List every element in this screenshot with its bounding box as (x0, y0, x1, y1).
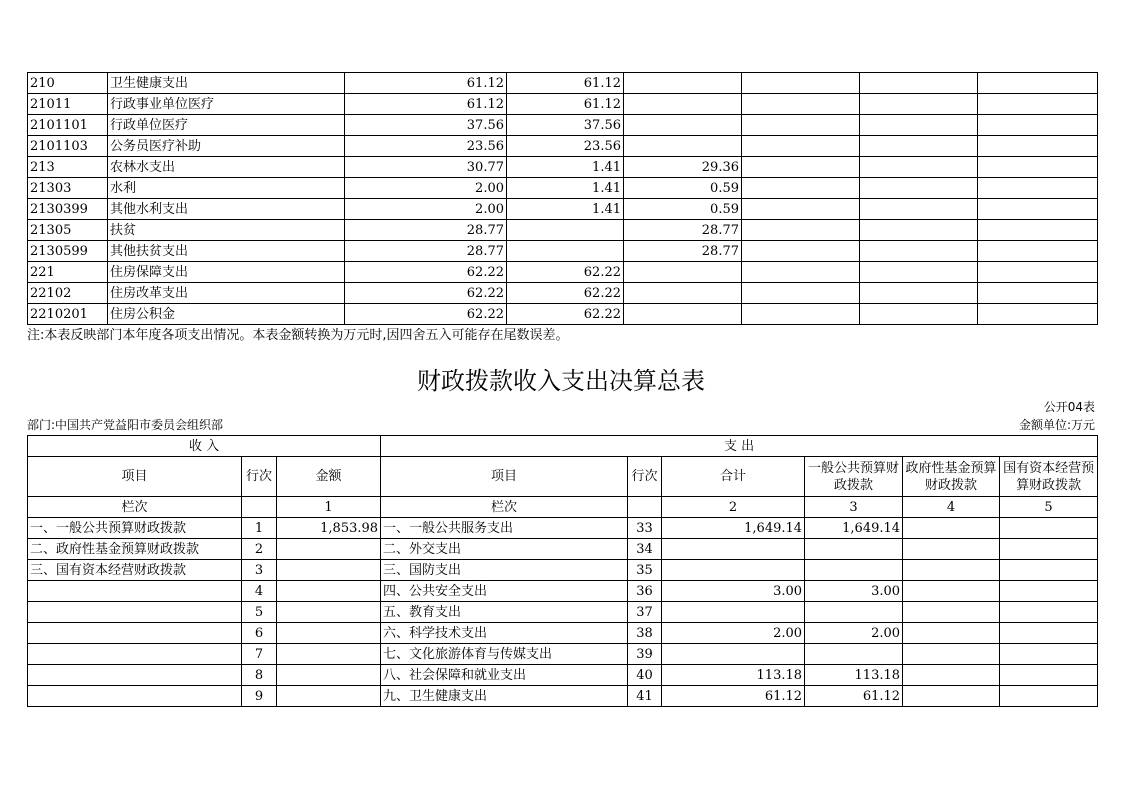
subject-code: 21305 (28, 220, 108, 241)
empty-cell (742, 178, 860, 199)
income-row-number: 6 (242, 623, 277, 644)
expense-general-budget: 3.00 (805, 581, 903, 602)
subject-code: 2101101 (28, 115, 108, 136)
expense-total (662, 560, 805, 581)
empty-cell (978, 241, 1098, 262)
expense-item: 七、文化旅游体育与传媒支出 (381, 644, 628, 665)
subject-name: 农林水支出 (108, 157, 345, 178)
expense-total: 1,649.14 (662, 518, 805, 539)
expense-gov-fund (903, 539, 1000, 560)
column-index-label-2: 栏次 (381, 497, 628, 518)
basic-expense (507, 220, 624, 241)
total-amount: 2.00 (345, 178, 507, 199)
empty-cell (978, 94, 1098, 115)
subject-name: 其他扶贫支出 (108, 241, 345, 262)
expense-gov-fund (903, 686, 1000, 707)
column-index-blank (242, 497, 277, 518)
income-row-number: 3 (242, 560, 277, 581)
total-amount: 2.00 (345, 199, 507, 220)
total-amount: 28.77 (345, 220, 507, 241)
empty-cell (860, 94, 978, 115)
fiscal-appropriation-summary-table (27, 435, 1098, 707)
expense-gov-fund (903, 623, 1000, 644)
empty-cell (742, 220, 860, 241)
expense-item: 四、公共安全支出 (381, 581, 628, 602)
subject-code: 2210201 (28, 304, 108, 325)
empty-cell (742, 262, 860, 283)
subject-name: 行政单位医疗 (108, 115, 345, 136)
income-amount (277, 644, 381, 665)
project-expense (624, 262, 742, 283)
expense-state-capital (1000, 602, 1098, 623)
income-amount (277, 581, 381, 602)
income-amount (277, 686, 381, 707)
page-title: 财政拨款收入支出决算总表 (417, 367, 705, 395)
expense-row-number: 36 (628, 581, 662, 602)
total-amount: 37.56 (345, 115, 507, 136)
income-amount (277, 623, 381, 644)
expense-state-capital (1000, 539, 1098, 560)
project-expense: 28.77 (624, 241, 742, 262)
project-expense: 29.36 (624, 157, 742, 178)
expense-general-budget: 2.00 (805, 623, 903, 644)
basic-expense: 61.12 (507, 94, 624, 115)
income-row-number: 7 (242, 644, 277, 665)
col-expense-item: 项目 (381, 457, 628, 497)
expense-row-number: 38 (628, 623, 662, 644)
col-general-budget: 一般公共预算财政拨款 (805, 457, 903, 497)
expense-general-budget (805, 560, 903, 581)
subject-code: 2130599 (28, 241, 108, 262)
empty-cell (860, 178, 978, 199)
income-row-number: 2 (242, 539, 277, 560)
expense-gov-fund (903, 665, 1000, 686)
col-income-row: 行次 (242, 457, 277, 497)
table-row (28, 241, 1098, 262)
expense-general-budget (805, 644, 903, 665)
income-item (28, 623, 242, 644)
empty-cell (978, 262, 1098, 283)
empty-cell (742, 283, 860, 304)
income-item (28, 644, 242, 665)
table-row (28, 560, 1098, 581)
subject-name: 其他水利支出 (108, 199, 345, 220)
total-amount: 62.22 (345, 283, 507, 304)
project-expense (624, 283, 742, 304)
empty-cell (860, 304, 978, 325)
table-row (28, 73, 1098, 94)
income-item (28, 665, 242, 686)
income-item: 一、一般公共预算财政拨款 (28, 518, 242, 539)
expense-item: 八、社会保障和就业支出 (381, 665, 628, 686)
income-amount (277, 539, 381, 560)
expense-total: 61.12 (662, 686, 805, 707)
table-row (28, 602, 1098, 623)
project-expense: 0.59 (624, 178, 742, 199)
column-index-4: 4 (903, 497, 1000, 518)
table-row (28, 94, 1098, 115)
basic-expense (507, 241, 624, 262)
empty-cell (742, 304, 860, 325)
amount-unit-label: 金额单位:万元 (1018, 418, 1095, 432)
expense-total (662, 539, 805, 560)
subject-name: 扶贫 (108, 220, 345, 241)
income-row-number: 4 (242, 581, 277, 602)
column-index-label: 栏次 (28, 497, 242, 518)
subject-code: 2101103 (28, 136, 108, 157)
table-row (28, 304, 1098, 325)
empty-cell (742, 94, 860, 115)
empty-cell (978, 304, 1098, 325)
expense-state-capital (1000, 560, 1098, 581)
table-row (28, 136, 1098, 157)
project-expense: 28.77 (624, 220, 742, 241)
expense-state-capital (1000, 518, 1098, 539)
col-state-capital: 国有资本经营预算财政拨款 (1000, 457, 1098, 497)
table-row (28, 157, 1098, 178)
expense-item: 五、教育支出 (381, 602, 628, 623)
empty-cell (860, 199, 978, 220)
subject-code: 21303 (28, 178, 108, 199)
income-row-number: 5 (242, 602, 277, 623)
expense-total: 2.00 (662, 623, 805, 644)
subject-name: 行政事业单位医疗 (108, 94, 345, 115)
table-row (28, 644, 1098, 665)
total-amount: 62.22 (345, 304, 507, 325)
income-amount (277, 560, 381, 581)
income-item (28, 686, 242, 707)
income-row-number: 1 (242, 518, 277, 539)
basic-expense: 1.41 (507, 178, 624, 199)
income-item (28, 602, 242, 623)
expense-row-number: 37 (628, 602, 662, 623)
expenditure-detail-body (28, 73, 1098, 325)
empty-cell (742, 241, 860, 262)
expense-general-budget: 61.12 (805, 686, 903, 707)
total-amount: 28.77 (345, 241, 507, 262)
expense-gov-fund (903, 560, 1000, 581)
total-amount: 61.12 (345, 73, 507, 94)
empty-cell (978, 220, 1098, 241)
income-item: 二、政府性基金预算财政拨款 (28, 539, 242, 560)
subject-name: 卫生健康支出 (108, 73, 345, 94)
table-row (28, 262, 1098, 283)
basic-expense: 1.41 (507, 157, 624, 178)
col-income-item: 项目 (28, 457, 242, 497)
expense-row-number: 41 (628, 686, 662, 707)
total-amount: 61.12 (345, 94, 507, 115)
expense-general-budget: 1,649.14 (805, 518, 903, 539)
empty-cell (860, 136, 978, 157)
expense-header: 支 出 (381, 436, 1098, 457)
basic-expense: 62.22 (507, 283, 624, 304)
project-expense (624, 94, 742, 115)
col-income-amount: 金额 (277, 457, 381, 497)
table-row (28, 581, 1098, 602)
basic-expense: 62.22 (507, 304, 624, 325)
basic-expense: 37.56 (507, 115, 624, 136)
total-amount: 62.22 (345, 262, 507, 283)
col-expense-total: 合计 (662, 457, 805, 497)
column-index-1: 1 (277, 497, 381, 518)
expense-general-budget (805, 602, 903, 623)
expense-state-capital (1000, 644, 1098, 665)
income-item: 三、国有资本经营财政拨款 (28, 560, 242, 581)
column-index-5: 5 (1000, 497, 1098, 518)
expense-total: 113.18 (662, 665, 805, 686)
expense-general-budget (805, 539, 903, 560)
subject-code: 221 (28, 262, 108, 283)
project-expense (624, 73, 742, 94)
empty-cell (978, 199, 1098, 220)
expense-gov-fund (903, 518, 1000, 539)
empty-cell (860, 241, 978, 262)
expense-total (662, 602, 805, 623)
income-row-number: 8 (242, 665, 277, 686)
table-row (28, 178, 1098, 199)
expense-total (662, 644, 805, 665)
table-row (28, 283, 1098, 304)
subject-name: 住房保障支出 (108, 262, 345, 283)
income-amount (277, 602, 381, 623)
table-row (28, 115, 1098, 136)
empty-cell (978, 115, 1098, 136)
empty-cell (742, 115, 860, 136)
expense-general-budget: 113.18 (805, 665, 903, 686)
project-expense (624, 304, 742, 325)
subject-name: 水利 (108, 178, 345, 199)
column-index-3: 3 (805, 497, 903, 518)
empty-cell (860, 220, 978, 241)
summary-table-body (28, 518, 1098, 707)
expense-total: 3.00 (662, 581, 805, 602)
expense-item: 二、外交支出 (381, 539, 628, 560)
expense-item: 九、卫生健康支出 (381, 686, 628, 707)
income-row-number: 9 (242, 686, 277, 707)
empty-cell (860, 157, 978, 178)
empty-cell (860, 115, 978, 136)
total-amount: 30.77 (345, 157, 507, 178)
table-row (28, 686, 1098, 707)
table-row (28, 665, 1098, 686)
subject-code: 2130399 (28, 199, 108, 220)
expense-row-number: 35 (628, 560, 662, 581)
subject-name: 公务员医疗补助 (108, 136, 345, 157)
expense-row-number: 33 (628, 518, 662, 539)
table-note: 注:本表反映部门本年度各项支出情况。本表金额转换为万元时,因四舍五入可能存在尾数误差。 (27, 328, 569, 343)
expense-gov-fund (903, 581, 1000, 602)
empty-cell (978, 157, 1098, 178)
total-amount: 23.56 (345, 136, 507, 157)
table-row (28, 518, 1098, 539)
expense-row-number: 39 (628, 644, 662, 665)
project-expense (624, 136, 742, 157)
empty-cell (860, 283, 978, 304)
table-row (28, 220, 1098, 241)
expense-row-number: 34 (628, 539, 662, 560)
basic-expense: 23.56 (507, 136, 624, 157)
expense-gov-fund (903, 602, 1000, 623)
department-label: 部门:中国共产党益阳市委员会组织部 (27, 418, 224, 432)
basic-expense: 62.22 (507, 262, 624, 283)
table-row (28, 199, 1098, 220)
income-item (28, 581, 242, 602)
expense-item: 一、一般公共服务支出 (381, 518, 628, 539)
empty-cell (860, 262, 978, 283)
table-row (28, 539, 1098, 560)
empty-cell (978, 73, 1098, 94)
project-expense: 0.59 (624, 199, 742, 220)
subject-name: 住房改革支出 (108, 283, 345, 304)
income-amount: 1,853.98 (277, 518, 381, 539)
col-expense-row: 行次 (628, 457, 662, 497)
empty-cell (742, 157, 860, 178)
income-header: 收 入 (28, 436, 381, 457)
col-gov-fund: 政府性基金预算财政拨款 (903, 457, 1000, 497)
expense-gov-fund (903, 644, 1000, 665)
subject-code: 210 (28, 73, 108, 94)
expense-state-capital (1000, 623, 1098, 644)
subject-name: 住房公积金 (108, 304, 345, 325)
expenditure-detail-table (27, 72, 1098, 325)
empty-cell (742, 136, 860, 157)
expense-row-number: 40 (628, 665, 662, 686)
table-code: 公开04表 (1043, 400, 1095, 414)
empty-cell (742, 199, 860, 220)
income-amount (277, 665, 381, 686)
subject-code: 213 (28, 157, 108, 178)
empty-cell (978, 178, 1098, 199)
expense-item: 六、科学技术支出 (381, 623, 628, 644)
basic-expense: 1.41 (507, 199, 624, 220)
subject-code: 22102 (28, 283, 108, 304)
empty-cell (978, 283, 1098, 304)
expense-state-capital (1000, 665, 1098, 686)
empty-cell (978, 136, 1098, 157)
expense-item: 三、国防支出 (381, 560, 628, 581)
table-row (28, 623, 1098, 644)
column-index-2: 2 (662, 497, 805, 518)
expense-state-capital (1000, 581, 1098, 602)
expense-state-capital (1000, 686, 1098, 707)
subject-code: 21011 (28, 94, 108, 115)
basic-expense: 61.12 (507, 73, 624, 94)
column-index-blank-2 (628, 497, 662, 518)
empty-cell (742, 73, 860, 94)
empty-cell (860, 73, 978, 94)
project-expense (624, 115, 742, 136)
